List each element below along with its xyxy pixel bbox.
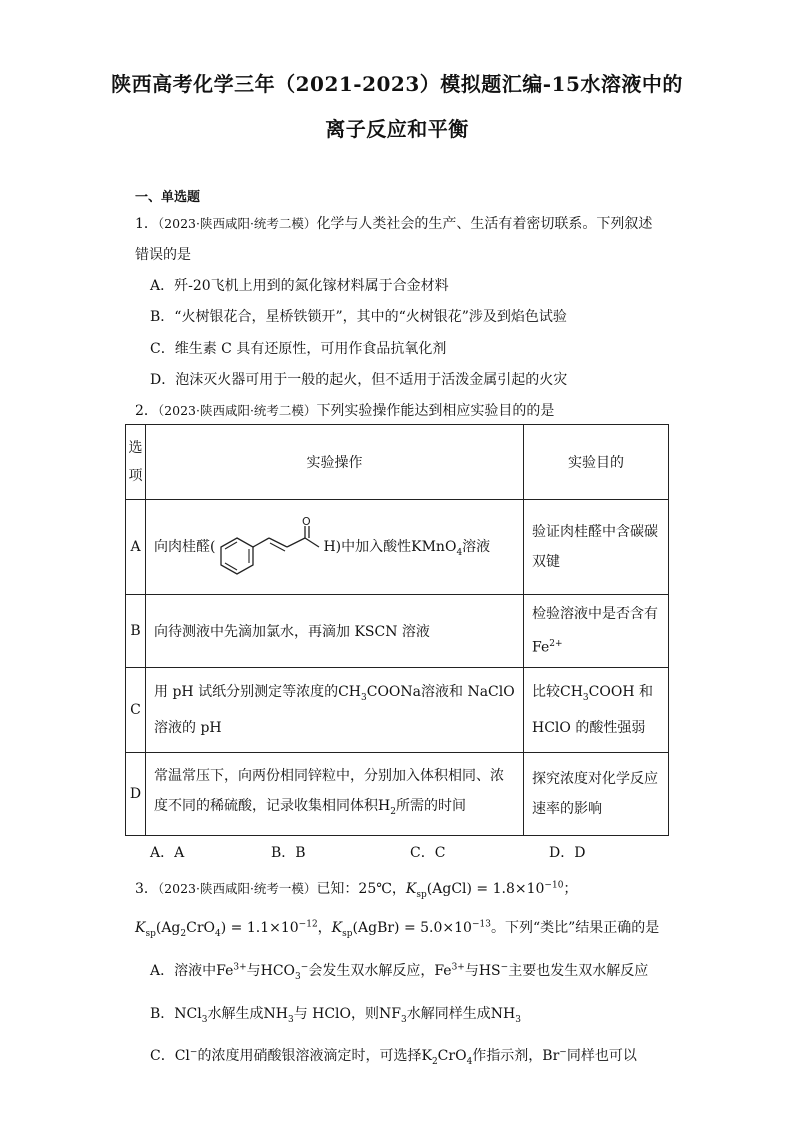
option-text: 与 xyxy=(464,963,479,979)
q3-option-b xyxy=(150,1003,521,1025)
operation-line: 常温常压下，向两份相同锌粒中，分别加入体积相同、浓 xyxy=(154,768,504,785)
exponent: −12 xyxy=(298,919,318,930)
purpose-text: 比较 xyxy=(532,684,560,701)
formula-text: K xyxy=(421,1048,432,1064)
option-text: C． xyxy=(150,1048,175,1064)
purpose-line: 验证肉桂醛中含碳碳 xyxy=(532,524,658,540)
row-operation xyxy=(146,753,524,836)
row-purpose xyxy=(524,500,669,595)
q3-option-c xyxy=(150,1045,637,1067)
option-text: A．溶液中 xyxy=(150,963,217,979)
operation-text: 向肉桂醛( xyxy=(154,539,216,555)
question-3-stem-cont xyxy=(135,917,659,939)
formula-superscript: − xyxy=(189,1047,198,1058)
question-source: （2023·陕西咸阳·统考一模） xyxy=(157,881,317,896)
table-row xyxy=(126,668,669,753)
purpose-line: HClO 的酸性强弱 xyxy=(532,719,646,736)
header-option xyxy=(126,425,146,500)
document-title-line-1: 陕西高考化学三年（2021-2023）模拟题汇编-15水溶液中的 xyxy=(111,72,683,96)
question-source: （2023·陕西咸阳·统考二模） xyxy=(157,216,317,231)
question-number: 1． xyxy=(135,216,158,232)
formula-subscript: 4 xyxy=(466,1056,473,1067)
row-label: B xyxy=(126,595,146,668)
q2-choice-a: A．A xyxy=(150,845,185,861)
option-text: 与 HClO，则 xyxy=(293,1006,380,1022)
row-label: C xyxy=(126,668,146,753)
formula-subscript: 2 xyxy=(180,928,187,939)
question-number: 3． xyxy=(135,881,158,897)
question-text: (AgCl) = 1.8×10 xyxy=(426,881,545,897)
formula-subscript: 2 xyxy=(390,806,396,817)
formula-superscript: − xyxy=(300,962,309,973)
table-row xyxy=(126,500,669,595)
question-number: 2． xyxy=(135,403,158,419)
row-operation xyxy=(146,500,524,595)
formula-text: HS xyxy=(478,963,501,979)
row-purpose xyxy=(524,595,669,668)
question-text: ； xyxy=(563,881,578,897)
svg-text:O: O xyxy=(302,516,312,528)
ksp-subscript: sp xyxy=(145,928,156,939)
q2-choice-b: B．B xyxy=(271,845,306,861)
question-text: (Ag xyxy=(155,920,181,936)
ksp-symbol: K xyxy=(405,881,417,897)
option-text: 水解生成 xyxy=(207,1006,264,1022)
row-label: A xyxy=(126,500,146,595)
formula-text: NCl xyxy=(174,1006,202,1022)
formula-text: NH xyxy=(263,1006,288,1022)
option-text: 作指示剂， xyxy=(472,1048,543,1064)
operation-line xyxy=(154,791,515,827)
formula-text: H xyxy=(378,798,391,815)
row-operation: 向待测液中先滴加氯水，再滴加 KSCN 溶液 xyxy=(146,595,524,668)
formula-text: NH xyxy=(490,1006,516,1022)
table-row xyxy=(126,595,669,668)
row-purpose xyxy=(524,668,669,753)
formula-text: KMnO xyxy=(411,539,457,555)
formula-text: Fe xyxy=(532,639,550,656)
purpose-line: 双键 xyxy=(532,554,560,570)
formula-superscript: − xyxy=(559,1047,567,1058)
formula-text: Fe xyxy=(434,963,452,979)
header-purpose: 实验目的 xyxy=(524,425,669,500)
question-1-stem xyxy=(135,213,652,233)
q3-option-a xyxy=(150,960,648,982)
option-text: 会发生双水解反应， xyxy=(308,963,435,979)
formula-text: Br xyxy=(542,1048,560,1064)
purpose-line: 速率的影响 xyxy=(532,801,602,817)
row-purpose xyxy=(524,753,669,836)
q2-choice-d: D．D xyxy=(549,845,586,861)
question-text: 已知：25℃， xyxy=(316,881,406,897)
formula-subscript: 3 xyxy=(515,1014,521,1025)
header-option-char-1: 选 xyxy=(128,440,143,456)
formula-subscript: 3 xyxy=(400,1014,407,1025)
formula-subscript: 4 xyxy=(456,547,463,558)
purpose-text: 和 xyxy=(639,684,653,701)
ksp-symbol: K xyxy=(135,920,146,936)
header-operation: 实验操作 xyxy=(146,425,524,500)
ksp-symbol: K xyxy=(331,920,343,936)
question-text: (AgBr) = 5.0×10 xyxy=(352,920,472,936)
formula-text: CH xyxy=(338,684,361,701)
operation-text: 溶液 xyxy=(462,539,491,555)
kmno4-formula xyxy=(411,539,463,558)
purpose-line: 检验溶液中是否含有 xyxy=(532,606,658,623)
question-1-stem-cont: 错误的是 xyxy=(135,247,191,263)
question-3-stem xyxy=(135,878,577,900)
formula-subscript: 3 xyxy=(361,692,367,703)
ksp-subscript: sp xyxy=(416,889,427,900)
section-heading: 一、单选题 xyxy=(135,190,201,205)
question-text: 下列实验操作能达到相应实验目的的是 xyxy=(316,403,555,419)
option-text: 主要也发生双水解反应 xyxy=(508,963,649,979)
formula-subscript: 3 xyxy=(295,971,301,982)
option-text: 的浓度用硝酸银溶液滴定时，可选择 xyxy=(197,1048,422,1064)
q2-choice-c: C．C xyxy=(410,845,446,861)
operation-text: 所需的时间 xyxy=(395,798,466,815)
q1-option-d: D．泡沫灭火器可用于一般的起火，但不适用于活泼金属引起的火灾 xyxy=(150,372,568,388)
formula-text: Fe xyxy=(216,963,234,979)
formula-text: Cl xyxy=(174,1048,190,1064)
question-text: ， xyxy=(317,920,332,936)
option-text: 水解同样生成 xyxy=(406,1006,491,1022)
purpose-line xyxy=(532,677,660,713)
formula-subscript: 3 xyxy=(582,692,589,703)
experiment-table xyxy=(125,424,669,836)
operation-text: 度不同的稀硫酸，记录收集相同体积 xyxy=(154,798,378,815)
question-text: ) = 1.1×10 xyxy=(220,920,299,936)
formula-subscript: 4 xyxy=(215,928,221,939)
option-text: 同样也可以 xyxy=(566,1048,637,1064)
row-operation xyxy=(146,668,524,753)
option-text: 与 xyxy=(246,963,261,979)
row-label: D xyxy=(126,753,146,836)
question-text: CrO xyxy=(186,920,216,936)
cinnamaldehyde-structure-icon xyxy=(215,516,323,578)
header-option-char-2: 项 xyxy=(128,468,143,484)
question-2-stem xyxy=(135,400,554,420)
formula-superscript: 2+ xyxy=(549,639,563,650)
purpose-line xyxy=(532,629,660,663)
table-row xyxy=(126,753,669,836)
exponent: −10 xyxy=(544,880,564,891)
ksp-subscript: sp xyxy=(342,928,353,939)
document-title-line-2: 离子反应和平衡 xyxy=(325,117,469,141)
formula-text: NF xyxy=(379,1006,401,1022)
formula-superscript: 3+ xyxy=(451,962,465,973)
formula-subscript: 2 xyxy=(431,1056,438,1067)
operation-line xyxy=(154,677,515,713)
operation-text: 溶液和 NaClO xyxy=(421,684,515,701)
q1-option-c: C．维生素 C 具有还原性，可用作食品抗氧化剂 xyxy=(150,341,447,357)
formula-superscript: − xyxy=(500,962,509,973)
formula-superscript: 3+ xyxy=(233,962,247,973)
operation-text: H)中加入酸性 xyxy=(323,539,412,555)
table-header-row xyxy=(126,425,669,500)
operation-line: 溶液的 pH xyxy=(154,719,222,736)
formula-subscript: 3 xyxy=(287,1014,294,1025)
formula-text: CH xyxy=(560,684,583,701)
exponent: −13 xyxy=(471,919,491,930)
q1-option-a: A．歼-20飞机上用到的氮化镓材料属于合金材料 xyxy=(150,278,449,294)
formula-subscript: 3 xyxy=(201,1014,208,1025)
question-text: 化学与人类社会的生产、生活有着密切联系。下列叙述 xyxy=(316,216,653,232)
formula-text: COONa xyxy=(366,684,421,701)
question-source: （2023·陕西咸阳·统考二模） xyxy=(157,403,317,418)
formula-text: HCO xyxy=(260,963,296,979)
purpose-line: 探究浓度对化学反应 xyxy=(532,771,658,787)
q1-option-b: B．“火树银花合，星桥铁锁开”，其中的“火树银花”涉及到焰色试验 xyxy=(150,309,567,325)
option-text: B． xyxy=(150,1006,175,1022)
formula-text: COOH xyxy=(588,684,635,701)
formula-text: CrO xyxy=(437,1048,467,1064)
question-text: 。下列“类比”结果正确的是 xyxy=(490,920,660,936)
operation-text: 用 pH 试纸分别测定等浓度的 xyxy=(154,684,339,701)
